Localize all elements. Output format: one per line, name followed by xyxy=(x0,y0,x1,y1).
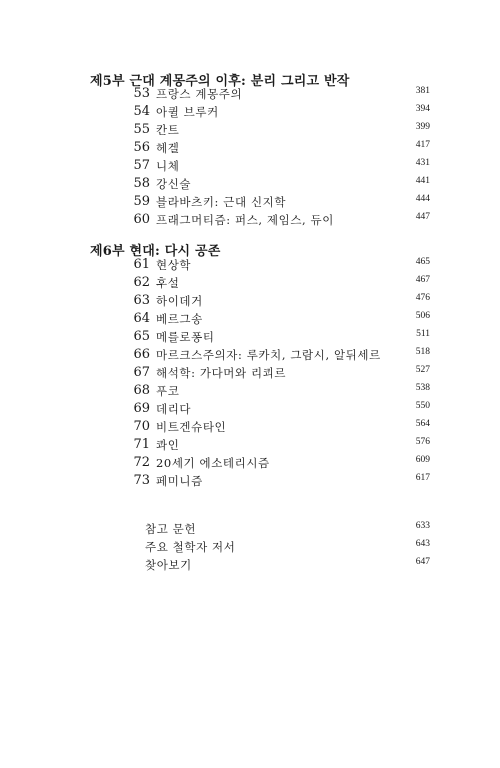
page-number: 441 xyxy=(415,176,430,186)
toc-entry xyxy=(0,365,500,383)
chapter-number: 69 xyxy=(133,401,150,416)
page-number: 538 xyxy=(415,383,430,393)
chapter-title: 니체 xyxy=(156,159,180,173)
page-number: 447 xyxy=(415,212,430,222)
toc-entry xyxy=(0,311,500,329)
page-number: 576 xyxy=(415,437,430,447)
toc-entry xyxy=(0,86,500,104)
chapter-number: 62 xyxy=(133,275,150,290)
chapter-number: 70 xyxy=(133,419,150,434)
toc-entry xyxy=(0,275,500,293)
toc-entry xyxy=(0,194,500,212)
toc-entry xyxy=(0,473,500,491)
page-number: 633 xyxy=(415,521,430,531)
chapter-number: 68 xyxy=(133,383,150,398)
chapter-title: 프래그머티즘: 퍼스, 제임스, 듀이 xyxy=(156,213,334,227)
chapter-title: 콰인 xyxy=(156,438,180,452)
page-number: 518 xyxy=(415,347,430,357)
page-number: 467 xyxy=(415,275,430,285)
chapter-number: 53 xyxy=(133,86,150,101)
chapter-title: 비트겐슈타인 xyxy=(156,420,227,434)
back-matter-title: 참고 문헌 xyxy=(145,522,197,536)
page-number: 444 xyxy=(415,194,430,204)
page-number: 476 xyxy=(415,293,430,303)
toc-entry xyxy=(0,347,500,365)
chapter-title: 해석학: 가다머와 리쾨르 xyxy=(156,366,287,380)
page-number: 617 xyxy=(415,473,430,483)
toc-entry xyxy=(0,419,500,437)
toc-entry xyxy=(0,293,500,311)
back-matter-title: 찾아보기 xyxy=(145,558,192,572)
page-number: 527 xyxy=(415,365,430,375)
back-matter-entry xyxy=(0,557,500,575)
chapter-title: 칸트 xyxy=(156,123,180,137)
page-number: 511 xyxy=(416,329,430,339)
chapter-title: 메를로퐁티 xyxy=(156,330,215,344)
chapter-number: 72 xyxy=(133,455,150,470)
page-number: 417 xyxy=(415,140,430,150)
page-number: 643 xyxy=(415,539,430,549)
chapter-title: 후설 xyxy=(156,276,180,290)
page-number: 564 xyxy=(415,419,430,429)
chapter-title: 아퀼 브루커 xyxy=(156,105,219,119)
page-number: 381 xyxy=(415,86,430,96)
chapter-number: 54 xyxy=(133,104,150,119)
chapter-number: 66 xyxy=(133,347,150,362)
chapter-number: 61 xyxy=(133,257,150,272)
page-number: 399 xyxy=(415,122,430,132)
chapter-title: 강신술 xyxy=(156,177,192,191)
chapter-number: 64 xyxy=(133,311,150,326)
chapter-number: 60 xyxy=(133,212,150,227)
part6-heading: 제6부 현대: 다시 공존 xyxy=(90,244,221,259)
chapter-number: 58 xyxy=(133,176,150,191)
chapter-number: 59 xyxy=(133,194,150,209)
page-number: 647 xyxy=(415,557,430,567)
part5-heading: 제5부 근대 계몽주의 이후: 분리 그리고 반작 xyxy=(90,74,350,89)
page-number: 465 xyxy=(415,257,430,267)
chapter-title: 베르그송 xyxy=(156,312,203,326)
page-number: 550 xyxy=(415,401,430,411)
chapter-title: 헤겔 xyxy=(156,141,180,155)
toc-entry xyxy=(0,437,500,455)
chapter-title: 블라바츠키: 근대 신지학 xyxy=(156,195,287,209)
chapter-number: 56 xyxy=(133,140,150,155)
toc-entry xyxy=(0,140,500,158)
page-number: 609 xyxy=(415,455,430,465)
toc-entry xyxy=(0,383,500,401)
chapter-title: 하이데거 xyxy=(156,294,203,308)
chapter-title: 20세기 에소테리시즘 xyxy=(156,456,270,470)
chapter-title: 프랑스 계몽주의 xyxy=(156,87,243,101)
chapter-number: 73 xyxy=(133,473,150,488)
chapter-title: 푸코 xyxy=(156,384,180,398)
chapter-number: 57 xyxy=(133,158,150,173)
toc-entry xyxy=(0,122,500,140)
page-number: 506 xyxy=(415,311,430,321)
chapter-title: 페미니즘 xyxy=(156,474,203,488)
chapter-number: 71 xyxy=(133,437,150,452)
toc-entry xyxy=(0,329,500,347)
toc-entry xyxy=(0,212,500,230)
chapter-number: 67 xyxy=(133,365,150,380)
chapter-title: 현상학 xyxy=(156,258,192,272)
back-matter-entry xyxy=(0,539,500,557)
chapter-title: 마르크스주의자: 루카치, 그람시, 알뒤세르 xyxy=(156,348,381,362)
toc-entry xyxy=(0,176,500,194)
chapter-number: 55 xyxy=(133,122,150,137)
chapter-title: 데리다 xyxy=(156,402,192,416)
back-matter-title: 주요 철학자 저서 xyxy=(145,540,236,554)
toc-entry xyxy=(0,455,500,473)
chapter-number: 63 xyxy=(133,293,150,308)
back-matter-entry xyxy=(0,521,500,539)
page-number: 431 xyxy=(415,158,430,168)
toc-entry xyxy=(0,401,500,419)
chapter-number: 65 xyxy=(133,329,150,344)
toc-entry xyxy=(0,158,500,176)
toc-entry xyxy=(0,104,500,122)
toc-entry xyxy=(0,257,500,275)
page-number: 394 xyxy=(415,104,430,114)
